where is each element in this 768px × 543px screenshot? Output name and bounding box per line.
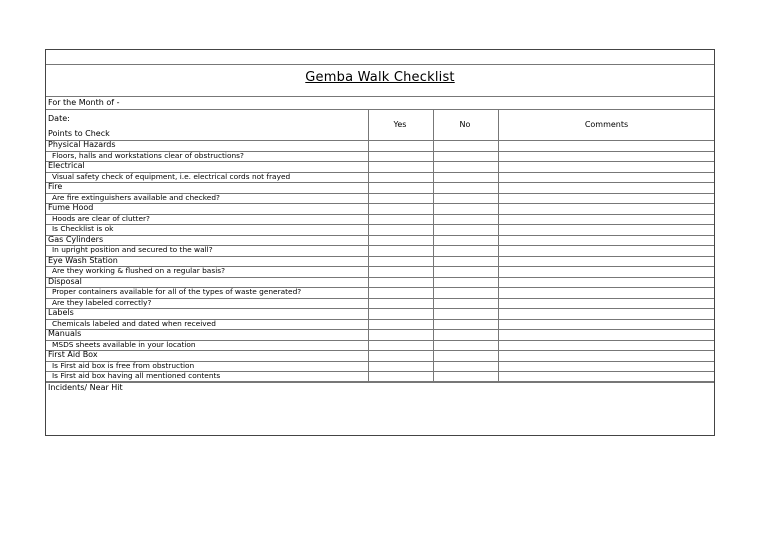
yes-column-header: Yes xyxy=(393,120,407,129)
checklist-item: Proper containers available for all of the types of waste generated? xyxy=(52,287,302,296)
checklist-item: MSDS sheets available in your location xyxy=(52,339,196,349)
page-title: Gemba Walk Checklist xyxy=(305,70,455,85)
checklist-item: Are they labeled correctly? xyxy=(52,297,152,307)
checklist-category: First Aid Box xyxy=(48,350,98,359)
checklist-sheet xyxy=(45,49,715,436)
checklist-category: Eye Wash Station xyxy=(48,255,118,265)
checklist-item: Hoods are clear of clutter? xyxy=(52,213,150,223)
checklist-category: Labels xyxy=(48,308,74,317)
row-divider xyxy=(46,224,714,225)
checklist-item: Are fire extinguishers available and checked? xyxy=(52,192,220,202)
checklist-category: Electrical xyxy=(48,161,85,170)
date-label: Date: xyxy=(48,114,70,123)
row-divider xyxy=(46,140,714,141)
checklist-item: Visual safety check of equipment, i.e. electrical cords not frayed xyxy=(52,171,291,181)
checklist-category: Disposal xyxy=(48,276,82,286)
checklist-item: In upright position and secured to the wall? xyxy=(52,245,213,254)
points-to-check-label: Points to Check xyxy=(48,129,110,138)
row-divider xyxy=(46,277,714,278)
checklist-item: Chemicals labeled and dated when received xyxy=(52,318,216,328)
checklist-category: Fume Hood xyxy=(48,203,94,212)
checklist-item: Is First aid box having all mentioned contents xyxy=(52,371,221,380)
checklist-item: Floors, halls and workstations clear of obstructions? xyxy=(52,150,244,160)
row-divider xyxy=(46,235,714,236)
row-divider xyxy=(46,381,714,382)
checklist-item: Is Checklist is ok xyxy=(52,224,114,233)
row-divider xyxy=(46,109,714,110)
row-divider xyxy=(46,329,714,330)
row-divider xyxy=(46,96,714,97)
checklist-category: Physical Hazards xyxy=(48,140,116,149)
row-divider xyxy=(46,182,714,183)
comments-column-header: Comments xyxy=(584,120,629,129)
row-divider xyxy=(46,64,714,65)
row-divider xyxy=(46,203,714,204)
checklist-category: Manuals xyxy=(48,329,82,338)
row-divider xyxy=(46,161,714,162)
row-divider xyxy=(46,350,714,351)
no-column-header: No xyxy=(459,120,471,129)
checklist-category: Fire xyxy=(48,182,63,191)
incidents-label: Incidents/ Near Hit xyxy=(48,383,123,392)
month-label: For the Month of - xyxy=(48,98,120,107)
row-divider xyxy=(46,308,714,309)
checklist-item: Are they working & flushed on a regular basis? xyxy=(52,266,226,275)
row-divider xyxy=(46,256,714,257)
checklist-item: Is First aid box is free from obstruction xyxy=(52,360,195,370)
checklist-category: Gas Cylinders xyxy=(48,234,104,244)
